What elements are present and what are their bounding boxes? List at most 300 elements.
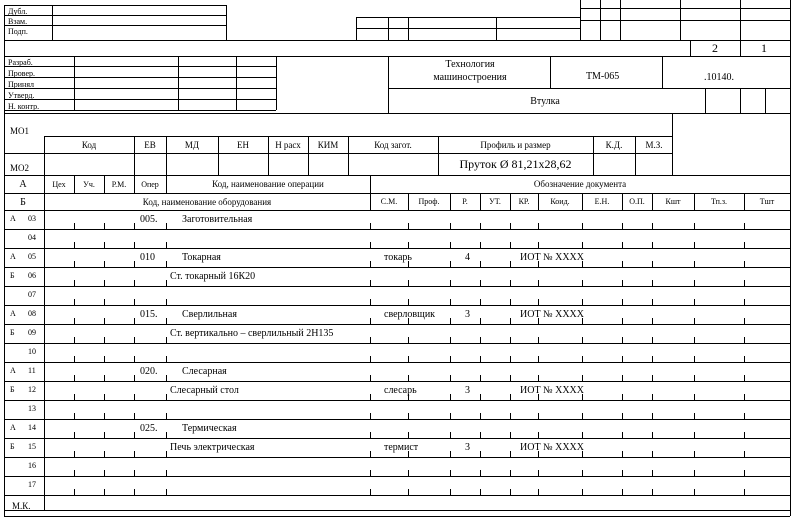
- row-type-letter: А: [10, 252, 16, 261]
- grid-line: [104, 413, 105, 419]
- sheets-total: 1: [761, 41, 767, 55]
- grid-line: [4, 438, 790, 439]
- grid-line: [4, 381, 790, 382]
- grid-line: [652, 223, 653, 229]
- grid-line: [74, 261, 75, 267]
- grid-line: [580, 8, 790, 9]
- grid-line: [370, 394, 371, 400]
- grid-line: [74, 451, 75, 457]
- grid-line: [408, 299, 409, 305]
- grid-line: [4, 267, 790, 268]
- grid-line: [652, 299, 653, 305]
- grid-line: [694, 280, 695, 286]
- header-col-ksht: Кшт: [665, 197, 681, 206]
- profession: токарь: [384, 252, 412, 263]
- grid-line: [744, 451, 745, 457]
- grid-line: [74, 489, 75, 495]
- grid-line: [510, 451, 511, 457]
- grid-line: [134, 299, 135, 305]
- operation-text: Ст. токарный 16К20: [170, 271, 256, 282]
- grid-line: [408, 356, 409, 362]
- grid-line: [538, 356, 539, 362]
- grid-line: [744, 337, 745, 343]
- grid-line: [4, 210, 790, 211]
- grid-line: [74, 470, 75, 476]
- grid-line: [450, 261, 451, 267]
- header-col-rm: Р.М.: [111, 180, 127, 189]
- grid-line: [744, 223, 745, 229]
- grid-line: [388, 17, 389, 40]
- operation-number: 015.: [140, 309, 158, 320]
- grid-line: [582, 223, 583, 229]
- grid-line: [134, 394, 135, 400]
- grid-line: [582, 470, 583, 476]
- grid-line: [166, 261, 167, 267]
- grid-line: [166, 432, 167, 438]
- stamp-label-vzam: Взам.: [8, 17, 28, 26]
- row-type-letter: А: [10, 423, 16, 432]
- grid-line: [166, 375, 167, 381]
- grid-line: [74, 375, 75, 381]
- header-col-tpz: Тп.з.: [710, 197, 728, 206]
- grid-line: [134, 280, 135, 286]
- grade: 3: [465, 442, 470, 453]
- grid-line: [74, 413, 75, 419]
- grid-line: [450, 318, 451, 324]
- grid-line: [4, 343, 790, 344]
- profession: слесарь: [384, 385, 417, 396]
- grid-line: [480, 489, 481, 495]
- operation-text: Слесарная: [182, 366, 227, 377]
- grid-line: [4, 5, 226, 6]
- grid-line: [705, 88, 706, 113]
- grid-line: [652, 470, 653, 476]
- grid-line: [694, 223, 695, 229]
- grid-line: [450, 223, 451, 229]
- grid-line: [622, 432, 623, 438]
- mat-col-kim: КИМ: [317, 140, 339, 150]
- grid-line: [652, 451, 653, 457]
- grid-line: [538, 489, 539, 495]
- grid-line: [134, 451, 135, 457]
- instruction-doc: ИОТ № ХХХХ: [520, 252, 584, 263]
- grid-line: [104, 337, 105, 343]
- discipline-title-1: Технология: [445, 59, 495, 70]
- row-number: 10: [28, 347, 36, 356]
- grid-line: [134, 242, 135, 248]
- grid-line: [582, 337, 583, 343]
- grid-line: [652, 413, 653, 419]
- header-col-sm: С.М.: [380, 197, 398, 206]
- operation-text: Слесарный стол: [170, 385, 239, 396]
- header-col-tsht: Тшт: [759, 197, 775, 206]
- grid-line: [622, 280, 623, 286]
- mat-col-ev: ЕВ: [144, 140, 156, 150]
- grid-line: [370, 261, 371, 267]
- grid-line: [744, 413, 745, 419]
- grid-line: [652, 318, 653, 324]
- grid-line: [104, 432, 105, 438]
- operation-number: 025.: [140, 423, 158, 434]
- grid-line: [4, 286, 790, 287]
- grid-line: [74, 242, 75, 248]
- mat-col-kod-zagot: Код загот.: [374, 140, 412, 150]
- grid-line: [450, 242, 451, 248]
- grid-line: [622, 242, 623, 248]
- grid-line: [166, 394, 167, 400]
- grid-line: [104, 375, 105, 381]
- grid-line: [765, 88, 766, 113]
- grid-line: [694, 489, 695, 495]
- grid-line: [480, 413, 481, 419]
- grid-line: [790, 0, 791, 516]
- grid-line: [4, 25, 226, 26]
- row-number: 07: [28, 290, 36, 299]
- grid-line: [134, 375, 135, 381]
- row-type-letter: Б: [10, 442, 15, 451]
- grid-line: [104, 299, 105, 305]
- row-type-letter: А: [10, 366, 16, 375]
- grid-line: [166, 413, 167, 419]
- grid-line: [104, 451, 105, 457]
- grid-line: [4, 457, 790, 458]
- grid-line: [480, 261, 481, 267]
- operation-text: Термическая: [182, 423, 237, 434]
- grid-line: [622, 299, 623, 305]
- grid-line: [104, 223, 105, 229]
- grid-line: [74, 318, 75, 324]
- grade: 3: [465, 385, 470, 396]
- grid-line: [652, 242, 653, 248]
- grid-line: [4, 516, 790, 517]
- row-number: 13: [28, 404, 36, 413]
- grid-line: [388, 88, 790, 89]
- grid-line: [134, 337, 135, 343]
- grid-line: [538, 375, 539, 381]
- grid-line: [370, 356, 371, 362]
- profession: сверловщик: [384, 309, 436, 320]
- operation-text: Сверлильная: [182, 309, 237, 320]
- grid-line: [652, 394, 653, 400]
- instruction-doc: ИОТ № ХХХХ: [520, 442, 584, 453]
- header-col-uch: Уч.: [83, 180, 95, 189]
- grid-line: [538, 242, 539, 248]
- row-number: 16: [28, 461, 36, 470]
- grid-line: [582, 280, 583, 286]
- grid-line: [74, 280, 75, 286]
- row-type-letter: Б: [10, 328, 15, 337]
- mat-col-md: МД: [184, 140, 200, 150]
- grid-line: [744, 489, 745, 495]
- grid-line: [276, 56, 277, 110]
- grid-line: [510, 223, 511, 229]
- grid-line: [622, 451, 623, 457]
- grid-line: [582, 432, 583, 438]
- dev-label-utverd: Утверд.: [8, 91, 35, 100]
- grid-line: [694, 432, 695, 438]
- grid-line: [480, 394, 481, 400]
- grid-line: [480, 223, 481, 229]
- header-b-prefix: Б: [20, 197, 26, 208]
- grid-line: [4, 400, 790, 401]
- header-col-koid: Коид.: [550, 197, 570, 206]
- grid-line: [356, 17, 580, 18]
- grid-line: [134, 356, 135, 362]
- grid-line: [652, 375, 653, 381]
- grid-line: [408, 337, 409, 343]
- row-number: 17: [28, 480, 36, 489]
- grid-line: [510, 299, 511, 305]
- mat-col-mz: М.З.: [645, 140, 663, 150]
- row-number: 05: [28, 252, 36, 261]
- grid-line: [652, 432, 653, 438]
- row-type-letter: А: [10, 214, 16, 223]
- grid-line: [4, 362, 790, 363]
- grid-line: [652, 280, 653, 286]
- operation-text: Ст. вертикально – сверлильный 2Н135: [170, 328, 334, 339]
- grid-line: [370, 489, 371, 495]
- discipline-title-2: машиностроения: [433, 72, 507, 83]
- mat-col-profile: Профиль и размер: [480, 140, 551, 150]
- grid-line: [582, 356, 583, 362]
- grid-line: [166, 451, 167, 457]
- grid-line: [408, 470, 409, 476]
- grid-line: [450, 280, 451, 286]
- grid-line: [744, 280, 745, 286]
- grid-line: [4, 495, 790, 496]
- document-number: .10140.: [704, 72, 734, 83]
- grid-line: [694, 451, 695, 457]
- grid-line: [450, 375, 451, 381]
- grid-line: [356, 28, 580, 29]
- grid-line: [744, 470, 745, 476]
- grid-line: [480, 337, 481, 343]
- grid-line: [744, 299, 745, 305]
- grid-line: [408, 489, 409, 495]
- document-code: ТМ-065: [586, 71, 620, 82]
- grid-line: [480, 356, 481, 362]
- operation-text: Токарная: [182, 252, 221, 263]
- grid-line: [104, 356, 105, 362]
- grid-line: [166, 470, 167, 476]
- row-type-letter: Б: [10, 385, 15, 394]
- grid-line: [370, 413, 371, 419]
- grid-line: [538, 432, 539, 438]
- grid-line: [134, 223, 135, 229]
- grid-line: [134, 261, 135, 267]
- operation-number: 020.: [140, 366, 158, 377]
- grid-line: [652, 489, 653, 495]
- grid-line: [510, 394, 511, 400]
- grid-line: [52, 5, 53, 40]
- grid-line: [538, 413, 539, 419]
- grid-line: [104, 394, 105, 400]
- grid-line: [622, 375, 623, 381]
- grid-line: [166, 318, 167, 324]
- grid-line: [480, 299, 481, 305]
- grid-line: [178, 56, 179, 110]
- grid-line: [744, 432, 745, 438]
- grid-line: [622, 261, 623, 267]
- grid-line: [510, 242, 511, 248]
- instruction-doc: ИОТ № ХХХХ: [520, 309, 584, 320]
- grid-line: [134, 413, 135, 419]
- grade: 3: [465, 309, 470, 320]
- grid-line: [104, 489, 105, 495]
- grid-line: [74, 299, 75, 305]
- grid-line: [622, 470, 623, 476]
- grid-line: [226, 5, 227, 40]
- grid-line: [134, 470, 135, 476]
- grid-line: [370, 242, 371, 248]
- grid-line: [510, 413, 511, 419]
- grid-line: [622, 223, 623, 229]
- grid-line: [510, 356, 511, 362]
- grid-line: [510, 489, 511, 495]
- header-col-op: О.П.: [629, 197, 645, 206]
- grid-line: [622, 413, 623, 419]
- stamp-label-podp: Подп.: [8, 27, 28, 36]
- grid-line: [450, 489, 451, 495]
- grid-line: [740, 88, 741, 113]
- grid-line: [744, 375, 745, 381]
- grid-line: [582, 489, 583, 495]
- grid-line: [4, 305, 790, 306]
- grid-line: [370, 299, 371, 305]
- grid-line: [74, 432, 75, 438]
- row-number: 03: [28, 214, 36, 223]
- grid-line: [496, 17, 497, 40]
- grid-line: [134, 318, 135, 324]
- grid-line: [622, 489, 623, 495]
- grid-line: [44, 136, 672, 137]
- grid-line: [4, 510, 790, 511]
- grid-line: [166, 223, 167, 229]
- grid-line: [450, 432, 451, 438]
- grid-line: [4, 15, 226, 16]
- grid-line: [550, 56, 551, 88]
- grid-line: [582, 375, 583, 381]
- mo1-label: МО1: [10, 126, 30, 136]
- header-col-document: Обозначение документа: [533, 179, 627, 189]
- grid-line: [408, 242, 409, 248]
- grid-line: [694, 261, 695, 267]
- grid-line: [4, 248, 790, 249]
- mk-label: М.К.: [12, 501, 31, 511]
- grid-line: [510, 280, 511, 286]
- grid-line: [622, 318, 623, 324]
- grid-line: [4, 56, 790, 57]
- grid-line: [690, 40, 691, 56]
- grid-line: [694, 394, 695, 400]
- grid-line: [480, 280, 481, 286]
- grid-line: [104, 318, 105, 324]
- grid-line: [370, 432, 371, 438]
- grid-line: [480, 451, 481, 457]
- grid-line: [510, 337, 511, 343]
- row-number: 11: [28, 366, 36, 375]
- grid-line: [166, 242, 167, 248]
- grid-line: [740, 40, 741, 56]
- profile-value: Пруток Ø 81,21х28,62: [459, 157, 572, 171]
- grid-line: [4, 324, 790, 325]
- grid-line: [370, 223, 371, 229]
- grid-line: [4, 476, 790, 477]
- grid-line: [4, 5, 5, 516]
- row-number: 14: [28, 423, 36, 432]
- mo2-label: МО2: [10, 163, 30, 173]
- grid-line: [450, 394, 451, 400]
- grid-line: [166, 489, 167, 495]
- grid-line: [694, 413, 695, 419]
- grid-line: [744, 242, 745, 248]
- grid-line: [450, 413, 451, 419]
- grid-line: [652, 356, 653, 362]
- header-col-kr: КР.: [518, 197, 530, 206]
- grid-line: [74, 337, 75, 343]
- operation-text: Заготовительная: [182, 214, 253, 225]
- grid-line: [538, 299, 539, 305]
- grid-line: [4, 40, 790, 41]
- grid-line: [582, 413, 583, 419]
- grid-line: [538, 470, 539, 476]
- grid-line: [694, 337, 695, 343]
- grid-line: [4, 175, 790, 176]
- grid-line: [104, 470, 105, 476]
- grid-line: [4, 153, 672, 154]
- grid-line: [450, 337, 451, 343]
- grid-line: [694, 242, 695, 248]
- grid-line: [408, 413, 409, 419]
- grid-line: [166, 280, 167, 286]
- grid-line: [370, 318, 371, 324]
- grid-line: [134, 432, 135, 438]
- grid-line: [166, 299, 167, 305]
- grid-line: [370, 451, 371, 457]
- grid-line: [408, 432, 409, 438]
- grid-line: [480, 318, 481, 324]
- grid-line: [652, 261, 653, 267]
- grid-line: [74, 394, 75, 400]
- grid-line: [74, 56, 75, 110]
- header-col-prof: Проф.: [418, 197, 440, 206]
- grid-line: [480, 470, 481, 476]
- grid-line: [480, 375, 481, 381]
- grid-line: [694, 318, 695, 324]
- dev-label-prinyal: Принял: [8, 80, 35, 89]
- grid-line: [538, 280, 539, 286]
- grid-line: [388, 56, 389, 113]
- row-number: 15: [28, 442, 36, 451]
- grid-line: [44, 210, 45, 510]
- grid-line: [480, 242, 481, 248]
- grid-line: [356, 17, 357, 40]
- grid-line: [408, 375, 409, 381]
- grid-line: [694, 356, 695, 362]
- header-col-ut: УТ.: [489, 197, 501, 206]
- grid-line: [582, 242, 583, 248]
- grid-line: [622, 356, 623, 362]
- grid-line: [236, 56, 237, 110]
- grid-line: [4, 229, 790, 230]
- grid-line: [370, 337, 371, 343]
- grid-line: [510, 375, 511, 381]
- mat-col-nrash: Н расх: [275, 140, 301, 150]
- grid-line: [694, 375, 695, 381]
- grid-line: [450, 299, 451, 305]
- row-type-letter: А: [10, 309, 16, 318]
- dev-label-razrab: Разраб.: [8, 58, 33, 67]
